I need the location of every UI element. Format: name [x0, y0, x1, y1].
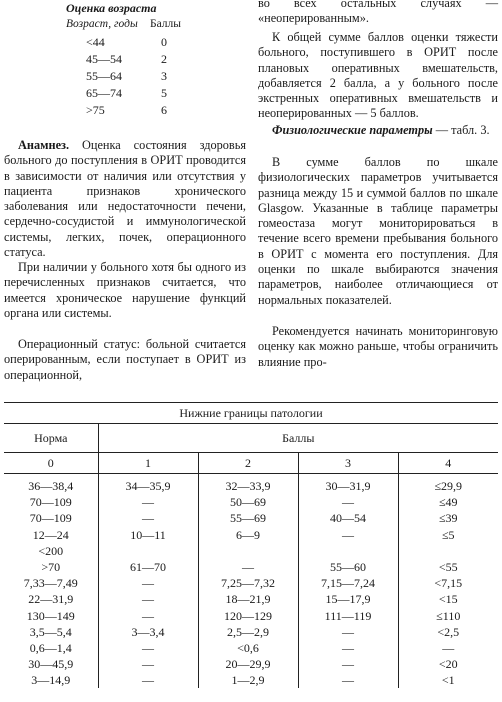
- physiology-heading: Физиологические параметры: [272, 123, 433, 137]
- chronic-paragraph: [4, 260, 246, 321]
- table-cell: 34—35,9: [98, 474, 198, 495]
- chronic-text: При наличии у больного хотя бы одного из перечисленных признаков считается, что имеется хроническое нарушение функций органа или системы.: [4, 260, 246, 320]
- table-row: [4, 474, 498, 495]
- table-cell: <20: [398, 656, 498, 672]
- table-cell: <7,15: [398, 575, 498, 591]
- table-cell: —: [298, 640, 398, 656]
- age-value: 45—54: [86, 52, 122, 66]
- operational-text: Операционный статус: больной считается оперированным, если поступает в ОРИТ из операционной,: [4, 337, 246, 382]
- table-cell: <15: [398, 591, 498, 607]
- table-cell: —: [298, 527, 398, 543]
- table-cell: <0,6: [198, 640, 298, 656]
- table-cell: ≤110: [398, 608, 498, 624]
- age-value: 55—64: [86, 69, 122, 83]
- table-cell: 12—24: [32, 527, 69, 542]
- table-cell: 15—17,9: [298, 591, 398, 607]
- table-cell: 2,5—2,9: [198, 624, 298, 640]
- physiology-text: — табл. 3.: [432, 123, 490, 137]
- table-cell: 18—21,9: [198, 591, 298, 607]
- table-cell: —: [298, 656, 398, 672]
- table-cell: 111—119: [298, 608, 398, 624]
- monitoring-text: Рекомендуется начинать мониторинговую оценку как можно раньше, чтобы ограничить влияние про-: [258, 324, 498, 369]
- continued-text: во всех остальных случаях — «неоперированным».: [258, 0, 498, 26]
- col-num: 0: [4, 453, 98, 474]
- table-cell: [298, 543, 398, 559]
- table-cell: ≤29,9: [398, 474, 498, 495]
- table-row: [4, 559, 498, 575]
- age-value: >75: [86, 103, 105, 117]
- age-score: 2: [161, 52, 167, 66]
- table-caption: Нижние границы патологии: [4, 403, 498, 424]
- table-row: [4, 624, 498, 640]
- age-header-score: Баллы: [150, 18, 182, 30]
- table-cell: —: [98, 640, 198, 656]
- table-cell: —: [98, 656, 198, 672]
- operational-paragraph: [4, 337, 246, 383]
- table-cell: 70—109: [29, 511, 72, 526]
- table-cell: [398, 543, 498, 559]
- physiology-paragraph: [258, 123, 498, 138]
- age-score: 3: [161, 69, 167, 83]
- header-norm: Норма: [4, 424, 98, 453]
- glasgow-paragraph: [258, 155, 498, 308]
- table-row: [4, 672, 498, 688]
- table-cell: 70—109: [29, 495, 72, 510]
- table-cell: —: [98, 591, 198, 607]
- score-addition-paragraph: [258, 30, 498, 122]
- glasgow-text: В сумме баллов по шкале физиологических параметров учитывается разница между 15 и суммой баллов по шкале Glasgow. Указанные в таблице параметры гомеостаза могут мониторироваться в течение всего времени пребывания больного в ОРИТ с момента его поступления. Для оценки по шкале выбираются значения параметров, наиболее отличающиеся от нормальных показателей.: [258, 155, 498, 307]
- table-row: [4, 656, 498, 672]
- pathology-table: [4, 402, 498, 688]
- col-num: 4: [398, 453, 498, 474]
- table-cell: ≤5: [398, 527, 498, 543]
- anamnesis-text: Оценка состояния здоровья больного до поступления в ОРИТ проводится в зависимости от наличия или отсутствия у пациента признаков хронического заболевания или недостаточности печени, сердечно-сосудистой и иммунологической системы, легких, почек, операционного статуса.: [4, 138, 246, 260]
- table-cell: 50—69: [198, 494, 298, 510]
- anamnesis-heading: Анамнез.: [18, 138, 70, 152]
- table-cell: 6—9: [198, 527, 298, 543]
- table-cell: <1: [398, 672, 498, 688]
- table-row: [4, 591, 498, 607]
- table-cell: <2,5: [398, 624, 498, 640]
- table-cell: 61—70: [98, 559, 198, 575]
- table-cell: —: [98, 672, 198, 688]
- table-cell: —: [98, 575, 198, 591]
- table-cell: —: [98, 510, 198, 526]
- age-score: 0: [161, 35, 167, 49]
- table-cell: 40—54: [298, 510, 398, 526]
- table-cell: 7,15—7,24: [298, 575, 398, 591]
- table-cell: 30—45,9: [28, 657, 74, 672]
- table-cell: 55—69: [198, 510, 298, 526]
- table-cell: —: [298, 624, 398, 640]
- header-scores: Баллы: [98, 424, 498, 453]
- table-cell: 3,5—5,4: [29, 624, 72, 639]
- table-row: [4, 510, 498, 526]
- table-row: [4, 575, 498, 591]
- table-row: [4, 543, 498, 559]
- table-cell: —: [298, 494, 398, 510]
- table-cell: [198, 543, 298, 559]
- age-score-title: Оценка возраста: [66, 1, 157, 15]
- table-cell: —: [98, 494, 198, 510]
- table-cell: 120—129: [198, 608, 298, 624]
- table-cell: 22—31,9: [28, 592, 74, 607]
- table-caption-row: [4, 403, 498, 424]
- age-header-age: Возраст, годы: [66, 18, 138, 30]
- table-cell: 30—31,9: [298, 474, 398, 495]
- col-num: 1: [98, 453, 198, 474]
- table-row: [4, 608, 498, 624]
- table-cell: 10—11: [98, 527, 198, 543]
- pathology-table-wrap: [4, 402, 498, 688]
- age-value: <44: [86, 35, 105, 49]
- age-score: 5: [161, 86, 167, 100]
- col-num: 2: [198, 453, 298, 474]
- table-cell: ≤49: [398, 494, 498, 510]
- table-cell: <200: [38, 543, 64, 558]
- table-cell: [98, 543, 198, 559]
- table-cell: 130—149: [26, 608, 75, 623]
- table-cell: 3—14,9: [31, 673, 71, 688]
- table-row: [4, 527, 498, 543]
- age-score: 6: [161, 103, 167, 117]
- table-cell: <55: [398, 559, 498, 575]
- table-row: [4, 494, 498, 510]
- table-cell: 55—60: [298, 559, 398, 575]
- anamnesis-paragraph: [4, 138, 246, 260]
- table-cell: 36—38,4: [28, 479, 74, 494]
- table-cell: >70: [41, 560, 61, 575]
- table-cell: —: [398, 640, 498, 656]
- table-cell: 0,6—1,4: [29, 640, 72, 655]
- table-cell: —: [198, 559, 298, 575]
- table-cell: 20—29,9: [198, 656, 298, 672]
- table-cell: ≤39: [398, 510, 498, 526]
- table-cell: 3—3,4: [98, 624, 198, 640]
- continued-paragraph: [258, 0, 498, 27]
- table-cell: —: [298, 672, 398, 688]
- table-cell: —: [98, 608, 198, 624]
- table-row: [4, 640, 498, 656]
- table-cell: 32—33,9: [198, 474, 298, 495]
- table-cell: 7,33—7,49: [23, 576, 78, 591]
- col-num: 3: [298, 453, 398, 474]
- monitoring-paragraph: [258, 324, 498, 370]
- table-cell: 1—2,9: [198, 672, 298, 688]
- table-number-row: [4, 453, 498, 474]
- age-value: 65—74: [86, 86, 122, 100]
- table-header-row: [4, 424, 498, 453]
- table-cell: 7,25—7,32: [198, 575, 298, 591]
- score-addition-text: К общей сумме баллов оценки тяжести больного, поступившего в ОРИТ после плановых оперативных вмешательств, добавляется 2 балла, а у больного после экстренных оперативных вмешательств и неоперированных — 5 баллов.: [258, 30, 498, 121]
